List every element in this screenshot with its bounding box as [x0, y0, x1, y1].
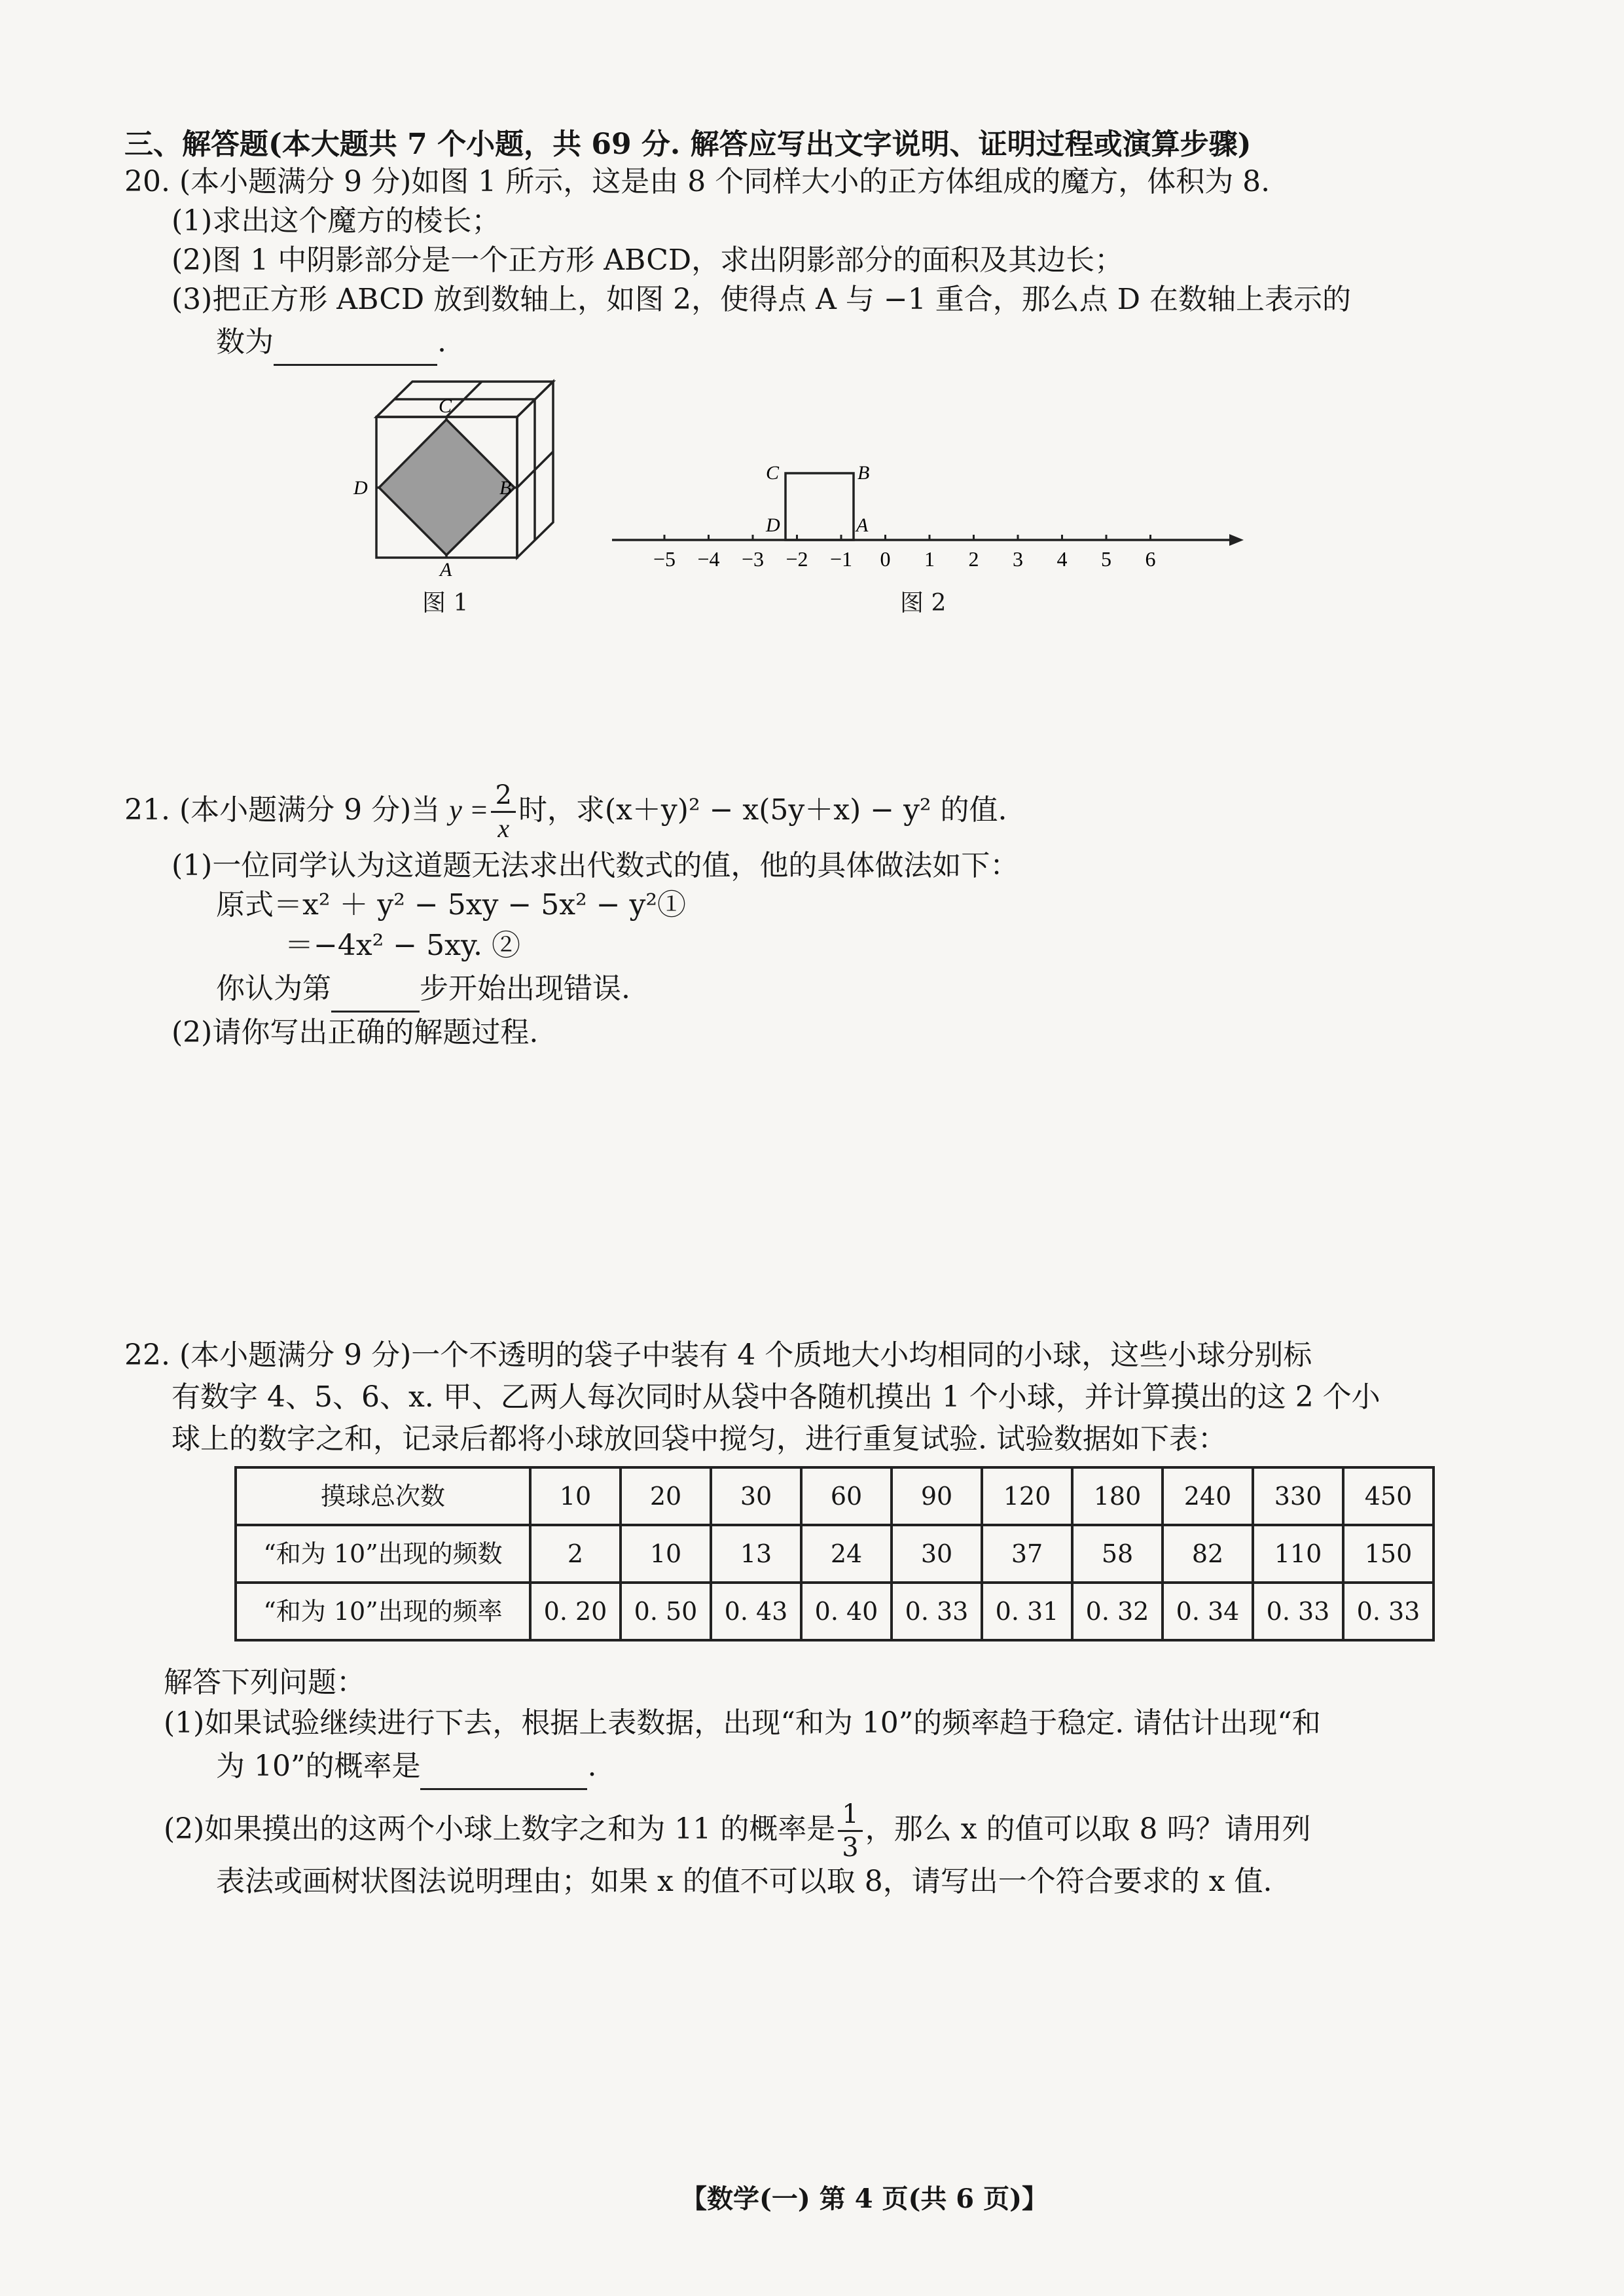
- q21-step2: ＝−4x² − 5xy. ②: [285, 929, 520, 962]
- table-cell: 13: [711, 1525, 801, 1583]
- axis-tick-label: 1: [924, 547, 935, 571]
- q20-part1: (1)求出这个魔方的棱长；: [171, 204, 501, 238]
- q20-answer-blank[interactable]: [274, 321, 437, 366]
- table-cell: 240: [1163, 1467, 1253, 1525]
- table-cell: 450: [1343, 1467, 1434, 1525]
- q21-part2: (2)请你写出正确的解题过程.: [171, 1016, 539, 1049]
- q20-part2: (2)图 1 中阴影部分是一个正方形 ABCD，求出阴影部分的面积及其边长；: [171, 243, 1124, 277]
- table-cell: 0. 33: [1253, 1583, 1343, 1640]
- table-cell: 330: [1253, 1467, 1343, 1525]
- table-cell: 30: [892, 1525, 982, 1583]
- fig1-label-a: A: [440, 559, 452, 579]
- table-cell: 0. 33: [892, 1583, 982, 1640]
- axis-tick-label: −2: [785, 547, 808, 571]
- table-cell: 0. 40: [801, 1583, 892, 1640]
- table-cell: 58: [1072, 1525, 1163, 1583]
- table-cell: 0. 31: [982, 1583, 1072, 1640]
- axis-tick-label: −3: [741, 547, 765, 571]
- table-cell: 150: [1343, 1525, 1434, 1583]
- q22-stem-line3: 球上的数字之和，记录后都将小球放回袋中搅匀，进行重复试验. 试验数据如下表：: [171, 1422, 1227, 1456]
- table-cell: 10: [621, 1525, 711, 1583]
- fig2-label-c: C: [766, 462, 780, 484]
- figure2-caption: 图 2: [900, 590, 947, 617]
- table-cell: 0. 33: [1343, 1583, 1434, 1640]
- section-header: 三、解答题(本大题共 7 个小题，共 69 分. 解答应写出文字说明、证明过程或演算步骤): [124, 128, 1252, 161]
- q22-part2-line1: [164, 1801, 1311, 1861]
- q20-part3-end: .: [437, 325, 446, 359]
- q22-part1-line2: [216, 1745, 596, 1790]
- table-cell: 2: [530, 1525, 621, 1583]
- axis-tick-label: −5: [653, 547, 676, 571]
- shaded-square: [379, 420, 514, 555]
- square-abcd: [785, 473, 854, 540]
- q22-intro: 解答下列问题：: [164, 1666, 365, 1699]
- axis-tick-label: 6: [1145, 547, 1156, 571]
- table-cell: 60: [801, 1467, 892, 1525]
- table-header: “和为 10”出现的频数: [236, 1525, 530, 1583]
- q21-step1: 原式＝x² ＋ y² − 5xy − 5x² − y²①: [216, 888, 687, 922]
- table-cell: 0. 43: [711, 1583, 801, 1640]
- fig2-label-d: D: [766, 514, 780, 536]
- q21-judge-b: 步开始出现错误.: [420, 972, 630, 1005]
- q22-part1-text: 为 10”的概率是: [216, 1749, 421, 1783]
- table-cell: 10: [530, 1467, 621, 1525]
- table-cell: 90: [892, 1467, 982, 1525]
- table-header: 摸球总次数: [236, 1467, 530, 1525]
- table-cell: 180: [1072, 1467, 1163, 1525]
- axis-tick-label: 3: [1013, 547, 1023, 571]
- table-cell: 0. 20: [530, 1583, 621, 1640]
- table-row: [236, 1583, 1434, 1640]
- q22-stem-line2: 有数字 4、5、6、x. 甲、乙两人每次同时从袋中各随机摸出 1 个小球，并计算摸出的这 2 个小: [171, 1380, 1380, 1414]
- q22-fraction: [838, 1801, 862, 1861]
- table-cell: 20: [621, 1467, 711, 1525]
- q22-answer-blank[interactable]: [420, 1745, 587, 1790]
- q21-judge: [216, 967, 630, 1013]
- page-footer: 【数学(一) 第 4 页(共 6 页)】: [681, 2183, 1048, 2214]
- q20-part3-text: 数为: [216, 325, 274, 359]
- axis-tick-label: 4: [1056, 547, 1068, 571]
- table-header: “和为 10”出现的频率: [236, 1583, 530, 1640]
- q20-part3-line2: [216, 321, 446, 366]
- axis-tick-label: −4: [697, 547, 720, 571]
- fig1-label-b: B: [499, 477, 512, 499]
- q22-frac-num: 1: [838, 1801, 862, 1832]
- figure1-caption: 图 1: [422, 590, 469, 617]
- table-cell: 120: [982, 1467, 1072, 1525]
- table-row: [236, 1467, 1434, 1525]
- table-cell: 0. 50: [621, 1583, 711, 1640]
- q21-frac-den: x: [497, 814, 510, 843]
- q21-fraction: [491, 782, 515, 842]
- table-cell: 30: [711, 1467, 801, 1525]
- q22-frac-den: 3: [842, 1833, 859, 1863]
- q22-stem-line1: 22. (本小题满分 9 分)一个不透明的袋子中装有 4 个质地大小均相同的小球，这些小球分别标: [124, 1338, 1312, 1372]
- q22-part2-line2: 表法或画树状图法说明理由；如果 x 的值不可以取 8，请写出一个符合要求的 x 值.: [216, 1865, 1272, 1898]
- q20-part3-line1: (3)把正方形 ABCD 放到数轴上，如图 2，使得点 A 与 −1 重合，那么点 D 在数轴上表示的: [171, 283, 1351, 316]
- figure1-cube: [340, 363, 576, 579]
- q22-part2-a: (2)如果摸出的这两个小球上数字之和为 11 的概率是: [164, 1812, 836, 1846]
- figure2-number-line: [602, 452, 1257, 583]
- frequency-table: [234, 1466, 1435, 1641]
- fig1-label-d: D: [353, 477, 368, 499]
- axis-tick-label: 0: [880, 547, 891, 571]
- q21-frac-num: 2: [491, 782, 515, 813]
- fig2-label-b: B: [857, 462, 870, 484]
- axis-tick-label: 5: [1101, 547, 1111, 571]
- q21-stem-a: 21. (本小题满分 9 分)当: [124, 793, 450, 827]
- q21-answer-blank[interactable]: [331, 967, 420, 1013]
- q20-stem: 20. (本小题满分 9 分)如图 1 所示，这是由 8 个同样大小的正方体组成的魔方，体积为 8.: [124, 165, 1271, 198]
- table-cell: 24: [801, 1525, 892, 1583]
- table-cell: 37: [982, 1525, 1072, 1583]
- fig1-label-c: C: [439, 395, 452, 417]
- fig2-label-a: A: [856, 514, 869, 536]
- q21-stem: [124, 782, 1007, 842]
- axis-tick-label: 2: [968, 547, 979, 571]
- q21-judge-a: 你认为第: [216, 972, 331, 1005]
- table-cell: 110: [1253, 1525, 1343, 1583]
- table-cell: 0. 34: [1163, 1583, 1253, 1640]
- q21-part1: (1)一位同学认为这道题无法求出代数式的值，他的具体做法如下：: [171, 849, 1019, 882]
- table-row: [236, 1525, 1434, 1583]
- q22-part2-b: ，那么 x 的值可以取 8 吗？请用列: [865, 1812, 1311, 1846]
- q22-part1-line1: (1)如果试验继续进行下去，根据上表数据，出现“和为 10”的频率趋于稳定. 请估计出现“和: [164, 1706, 1321, 1740]
- table-cell: 82: [1163, 1525, 1253, 1583]
- q21-stem-b: 时，求(x＋y)² − x(5y＋x) − y² 的值.: [518, 793, 1007, 827]
- q21-stem-y: y =: [449, 794, 489, 826]
- table-cell: 0. 32: [1072, 1583, 1163, 1640]
- q22-part1-end: .: [587, 1749, 597, 1783]
- axis-tick-label: −1: [829, 547, 853, 571]
